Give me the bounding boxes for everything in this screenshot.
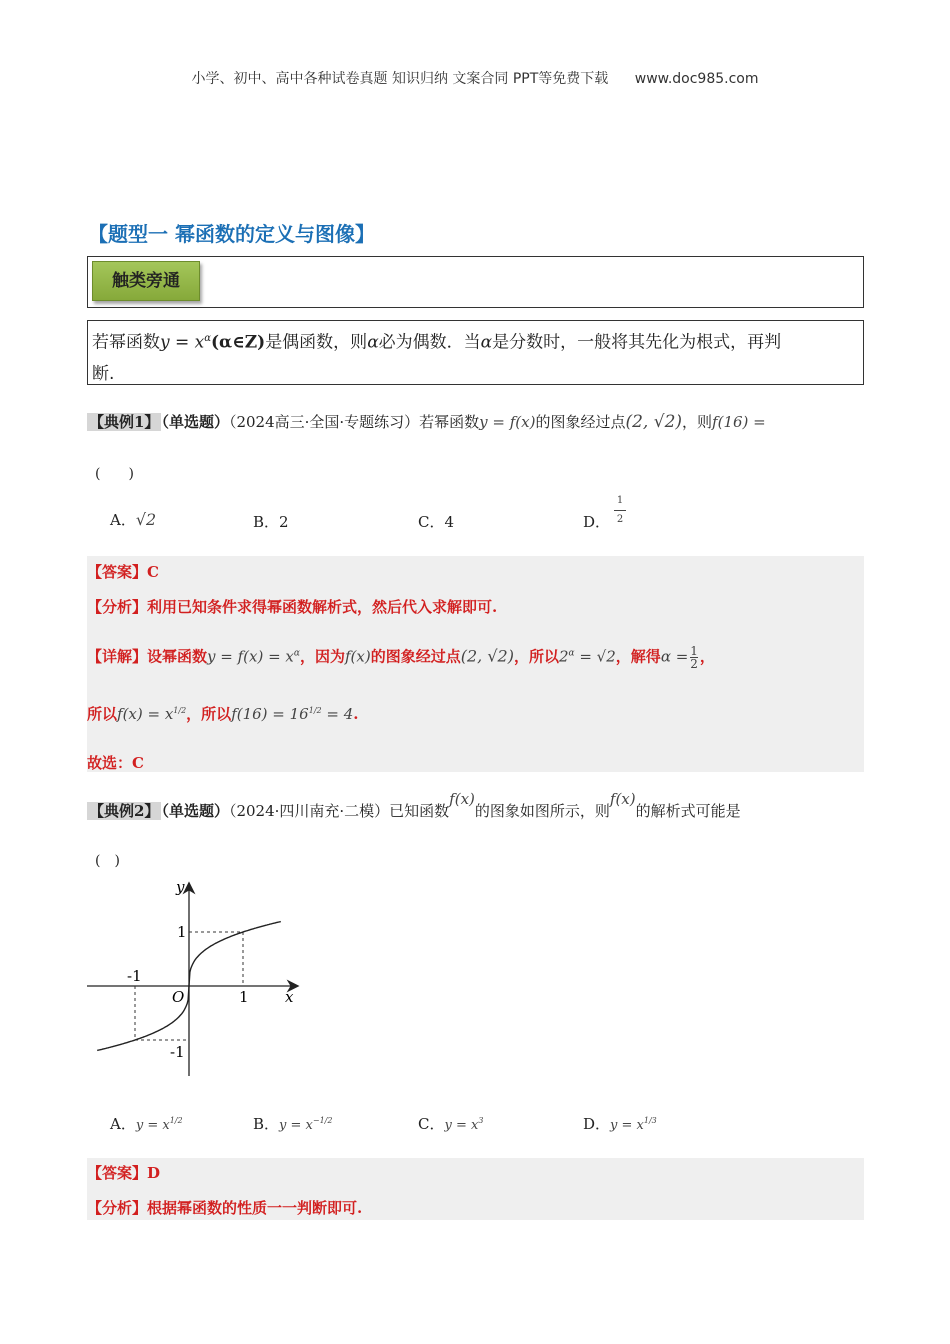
formula: f(x) [449, 790, 475, 808]
detail-text: 设幂函数 [147, 647, 208, 666]
choice-label: D． [583, 1115, 611, 1133]
fraction-num: 1 [690, 644, 698, 658]
choice-label: B． [253, 513, 280, 531]
choice-formula: y = x [135, 1118, 170, 1133]
conclusion-value: C [132, 754, 144, 772]
choice-exp: 1/3 [643, 1116, 657, 1125]
choice-a[interactable] [110, 509, 156, 530]
choice-exp: 1/2 [169, 1116, 183, 1125]
answer2-line [87, 1162, 160, 1183]
question-text: 的图象如图所示，则 [474, 802, 610, 820]
tag-label: 触类旁通 [92, 261, 200, 301]
page-header [0, 68, 950, 88]
choice-label: A． [110, 1115, 136, 1133]
formula: = √2 [574, 647, 616, 666]
fraction [690, 645, 698, 670]
formula: 2 [558, 647, 569, 666]
detail-text: ，因为 [299, 647, 345, 666]
choice-d[interactable] [583, 511, 610, 532]
detail-label: 【详解】 [87, 647, 148, 666]
detail-text: ，所以 [186, 705, 232, 723]
function-graph [85, 878, 305, 1083]
question-type: （单选题） [161, 413, 229, 431]
formula: f(16) = 16 [231, 705, 309, 723]
x-tick-label: 1 [239, 988, 249, 1006]
formula: (2, √2) [625, 412, 683, 432]
choice-b[interactable] [253, 511, 289, 532]
question-text: ，则 [682, 413, 713, 431]
note-text: 断. [92, 363, 115, 384]
detail1-line2 [87, 703, 359, 724]
formula-exp: α [293, 648, 300, 659]
note-text: 是偶函数，则 [265, 332, 368, 353]
fraction-den: 2 [614, 510, 626, 525]
choice-formula: y = x [444, 1118, 479, 1133]
choice-c[interactable] [418, 1113, 483, 1134]
answer-value: C [147, 563, 159, 581]
example1-question [87, 411, 766, 433]
x-axis-label: x [285, 988, 294, 1006]
detail-text: ，所以 [513, 647, 559, 666]
choice-label: B． [253, 1115, 280, 1133]
formula: y = f(x) [479, 413, 536, 431]
choice-exp: 3 [478, 1116, 484, 1125]
header-text: 小学、初中、高中各种试卷真题 知识归纳 文案合同 PPT等免费下载 [191, 71, 609, 87]
answer-paren: ( ) [95, 853, 120, 869]
detail-text: ，解得 [615, 647, 661, 666]
analysis-label: 【分析】 [87, 1199, 148, 1217]
answer-value: D [147, 1164, 161, 1182]
analysis-text: 利用已知条件求得幂函数解析式，然后代入求解即可. [147, 598, 498, 616]
y-tick-label: 1 [177, 923, 187, 941]
formula: = 4 [321, 705, 354, 723]
question-text: 的解析式可能是 [635, 802, 741, 820]
choice-label: A． [110, 511, 136, 529]
choice-value: 4 [444, 513, 455, 531]
choice-label: D． [583, 513, 611, 531]
question-text: （2024高三·全国·专题练习）若幂函数 [228, 413, 480, 431]
example2-question [87, 790, 741, 822]
question-text: （2024·四川南充·二模）已知函数 [228, 802, 450, 820]
detail-text: . [353, 705, 359, 723]
formula: f(16) = [712, 413, 766, 431]
note-condition: (α∈Z) [211, 332, 266, 353]
choice-formula: y = x [279, 1118, 313, 1133]
choice-a[interactable] [110, 1113, 183, 1134]
note-formula-exp: α [204, 333, 212, 344]
choice-label: C． [418, 513, 445, 531]
choice-value: 2 [279, 513, 289, 531]
analysis1-line [87, 596, 497, 617]
detail-text: 的图象经过点 [370, 647, 461, 666]
answer-paren: ( ) [95, 466, 134, 482]
choice-formula: y = x [610, 1118, 644, 1133]
note-box [87, 320, 864, 385]
conclusion1-line [87, 752, 144, 773]
formula: f(x) = x [117, 705, 174, 723]
formula: f(x) [609, 790, 636, 808]
analysis-text: 根据幂函数的性质一一判断即可. [147, 1199, 363, 1217]
fraction-den: 2 [690, 657, 698, 671]
note-formula: y = x [160, 332, 205, 353]
formula-exp: α [568, 648, 575, 659]
choice-d[interactable] [583, 1113, 657, 1134]
formula-exp: 1/2 [173, 706, 187, 715]
tag-box [87, 256, 864, 308]
choice-label: C． [418, 1115, 445, 1133]
note-text: 必为偶数．当 [378, 332, 481, 353]
choice-b[interactable] [253, 1113, 332, 1134]
choice-exp: −1/2 [312, 1116, 333, 1125]
note-text: 若幂函数 [92, 332, 160, 353]
formula: α = [660, 647, 689, 666]
formula: (2, √2) [460, 646, 514, 666]
question-text: 的图象经过点 [535, 413, 626, 431]
detail1-line [87, 645, 715, 670]
choice-d-fraction [614, 495, 626, 525]
formula: f(x) [344, 647, 371, 666]
analysis-label: 【分析】 [87, 598, 148, 616]
note-text: 是分数时，一般将其先化为根式，再判 [492, 332, 782, 353]
analysis2-line [87, 1197, 362, 1218]
x-tick-label: -1 [127, 967, 142, 985]
answer-label: 【答案】 [87, 1164, 148, 1182]
formula: y = f(x) = x [207, 647, 294, 666]
note-alpha: α [480, 332, 493, 353]
choice-value: √2 [135, 510, 157, 529]
example2-tag: 【典例2】 [89, 802, 160, 820]
example1-tag: 【典例1】 [89, 413, 160, 431]
y-tick-label: -1 [170, 1043, 185, 1061]
formula-exp: 1/2 [308, 706, 322, 715]
detail-text: ， [699, 647, 715, 666]
choice-c[interactable] [418, 511, 454, 532]
question-type: （单选题） [161, 802, 229, 820]
answer-label: 【答案】 [87, 563, 148, 581]
header-url[interactable]: www.doc985.com [634, 71, 759, 87]
section-title: 【题型一 幂函数的定义与图像】 [88, 222, 375, 246]
conclusion-label: 故选： [87, 754, 133, 772]
origin-label: O [172, 988, 185, 1006]
fraction-num: 1 [616, 495, 624, 506]
y-axis-label: y [176, 878, 185, 896]
answer1-line [87, 561, 159, 582]
detail-text: 所以 [87, 705, 118, 723]
note-alpha: α [367, 332, 379, 353]
